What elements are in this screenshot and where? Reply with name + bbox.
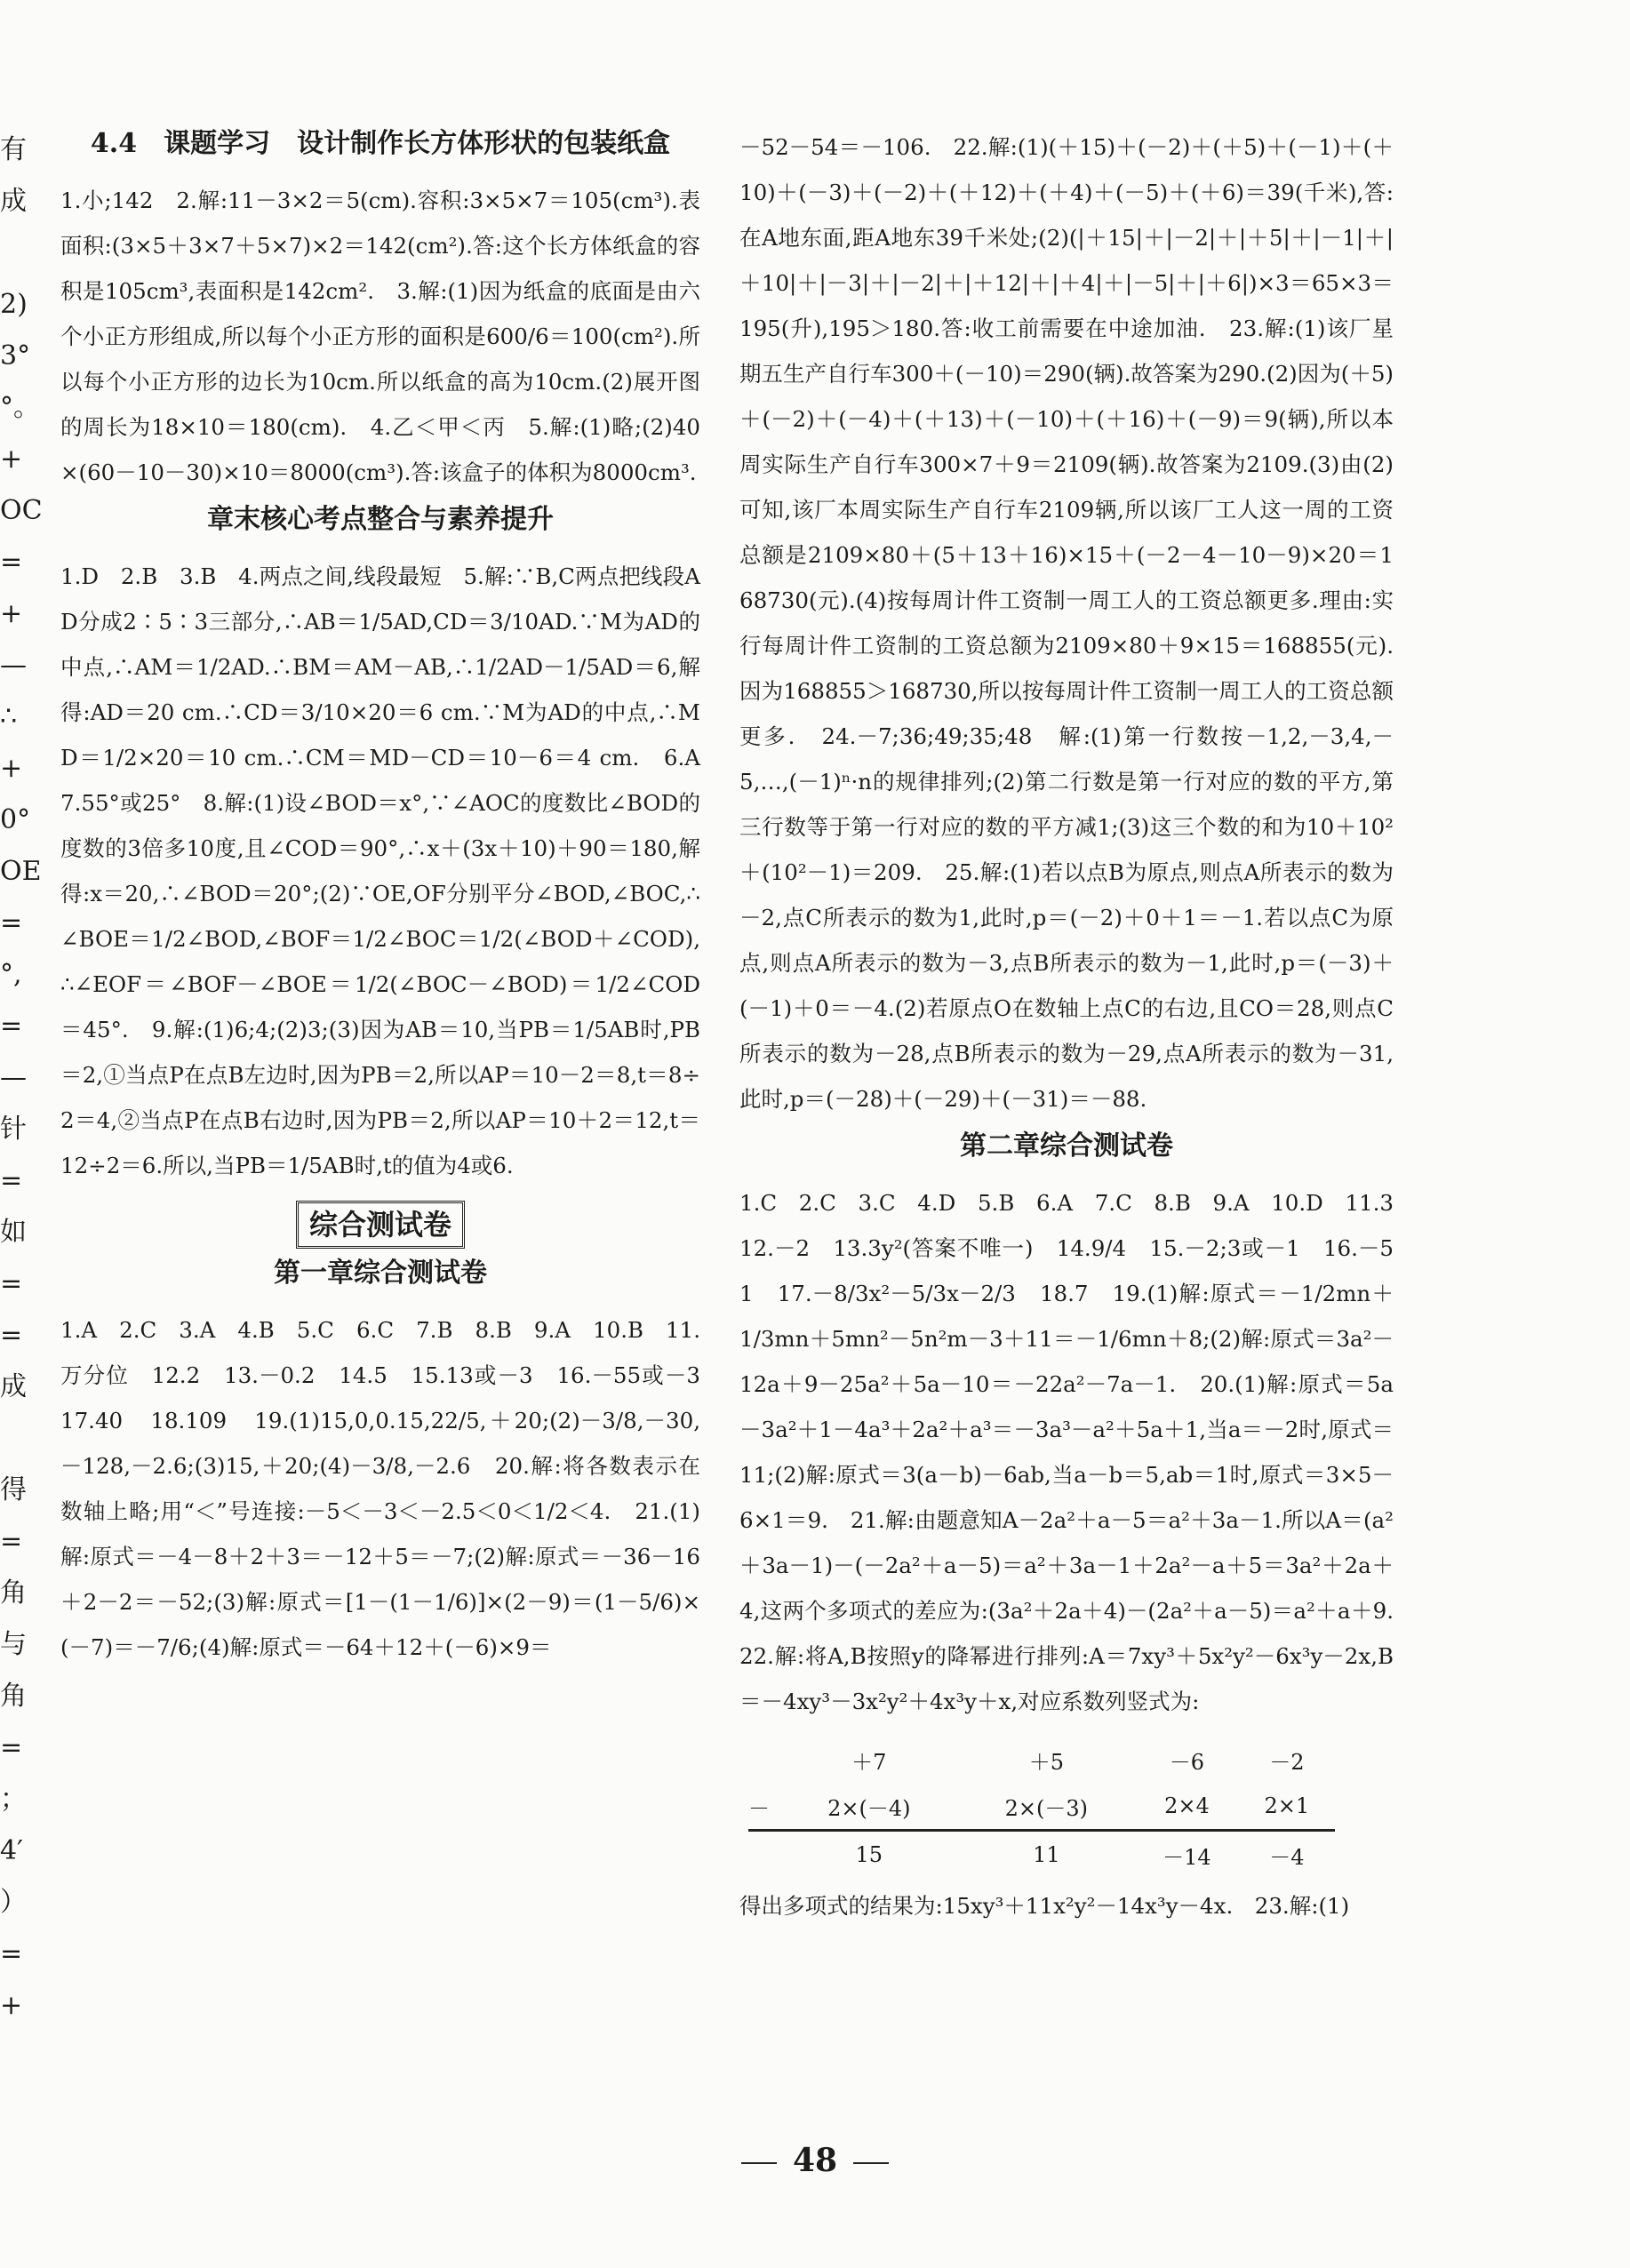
section-title-chapter-2-test: 第二章综合测试卷 bbox=[960, 1130, 1173, 1162]
section-title-4-4: 4.4 课题学习 设计制作长方体形状的包装纸盒 bbox=[90, 128, 671, 159]
page-number-dash-right bbox=[853, 2162, 889, 2164]
chapter-2-test-answers: 1.C 2.C 3.C 4.D 5.B 6.A 7.C 8.B 9.A 10.D 11.3 12.－2 13.3y²(答案不唯一) 14.9/4 15.－2;3或－1 16.－51 17.－8/3x²－5/3x－2/3 18.7 19.(1)解:原式＝－1/2mn＋1/3mn＋5mn²－5n²m－3＋11＝－1/6mn＋8;(2)解:原式＝3a²－12a＋9－25a²＋5a－10＝－22a²－7a－1. 20.(1)解:原式＝5a－3a²＋1－4a³＋2a²＋a³＝－3a³－a²＋5a＋1,当a＝－2时,原式＝11;(2)解:原式＝3(a－b)－6ab,当a－b＝5,ab＝1时,原式＝3×5－6×1＝9. 21.解:由题意知A－2a²＋a－5＝a²＋3a－1.所以A＝(a²＋3a－1)－(－2a²＋a－5)＝a²＋3a－1＋2a²－a＋5＝3a²＋2a＋4,这两个多项式的差应为:(3a²＋2a＋4)－(2a²＋a－5)＝a²＋a＋9. 22.解:将A,B按照y的降幂进行排列:A＝7xy³＋5x²y²－6x³y－2x,B＝－4xy³－3x²y²＋4x³y＋x,对应系数列竖式为: bbox=[739, 1190, 1416, 1714]
edge-fragment: °, bbox=[0, 959, 22, 990]
edge-fragment bbox=[0, 228, 30, 279]
edge-fragment: = bbox=[0, 1732, 23, 1763]
edge-fragment: = bbox=[0, 1268, 23, 1299]
edge-fragment: = bbox=[0, 1010, 23, 1042]
edge-fragment: 4′ bbox=[0, 1835, 23, 1866]
edge-fragment: — bbox=[0, 1062, 27, 1093]
section-title-chapter-review: 章末核心考点整合与素养提升 bbox=[207, 504, 554, 535]
edge-fragment: 针 bbox=[0, 1114, 27, 1145]
table-cell: －6 bbox=[1169, 1749, 1205, 1775]
table-cell: －14 bbox=[1135, 1831, 1239, 1879]
edge-fragment: 有 bbox=[0, 134, 27, 165]
edge-fragment: ） bbox=[0, 1887, 27, 1918]
table-cell: －2 bbox=[1269, 1749, 1305, 1775]
coefficient-vertical-table bbox=[748, 1737, 1335, 1878]
table-cell: 2×(－3) bbox=[1004, 1795, 1089, 1821]
edge-fragment: = bbox=[0, 1938, 23, 1969]
table-cell: －4 bbox=[1239, 1831, 1335, 1879]
table-cell: 15 bbox=[780, 1831, 958, 1879]
table-cell: 11 bbox=[958, 1831, 1136, 1879]
edge-fragment: 与 bbox=[0, 1629, 27, 1660]
edge-fragment: = bbox=[0, 1526, 23, 1557]
right-column bbox=[739, 124, 1416, 1929]
edge-fragment: 3° bbox=[0, 340, 31, 371]
edge-fragment: 得 bbox=[0, 1474, 27, 1505]
edge-fragment: 2) bbox=[0, 289, 28, 320]
page-number-dash-left bbox=[741, 2162, 777, 2164]
edge-fragment: ； bbox=[0, 1784, 27, 1815]
table-row bbox=[748, 1831, 1335, 1879]
edge-fragment: OE bbox=[0, 856, 42, 887]
chapter-1-test-answers: 1.A 2.C 3.A 4.B 5.C 6.C 7.B 8.B 9.A 10.B 11.万分位 12.2 13.－0.2 14.5 15.13或－3 16.－55或－3 17.40 18.109 19.(1)15,0,0.15,22/5,＋20;(2)－3/8,－30,－128,－2.6;(3)15,＋20;(4)－3/8,－2.6 20.解:将各数表示在数轴上略;用“＜”号连接:－5＜－3＜－2.5＜0＜1/2＜4. 21.(1)解:原式＝－4－8＋2＋3＝－12＋5＝－7;(2)解:原式＝－36－16＋2－2＝－52;(3)解:原式＝[1－(1－1/6)]×(2－9)＝(1－5/6)×(－7)＝－7/6;(4)解:原式＝－64＋12＋(－6)×9＝ bbox=[60, 1317, 723, 1660]
edge-fragment: 成 bbox=[0, 1371, 27, 1402]
chapter-2-test-answers-final: 得出多项式的结果为:15xy³＋11x²y²－14x³y－4x. 23.解:(1) bbox=[739, 1893, 1350, 1919]
page-number-value: 48 bbox=[792, 2142, 838, 2179]
page-number bbox=[0, 2142, 1630, 2179]
table-cell: 2×4 bbox=[1164, 1793, 1210, 1818]
table-cell: 2×(－4) bbox=[827, 1795, 911, 1821]
table-row bbox=[748, 1737, 1335, 1783]
table-cell: ＋7 bbox=[851, 1749, 887, 1775]
edge-fragment: OC bbox=[0, 495, 43, 526]
left-edge-fragments bbox=[0, 124, 43, 2032]
edge-fragment: 成 bbox=[0, 186, 27, 217]
left-column bbox=[60, 124, 723, 1670]
edge-fragment: = bbox=[0, 1165, 23, 1196]
edge-fragment: = bbox=[0, 907, 23, 938]
chapter-review-answers: 1.D 2.B 3.B 4.两点之间,线段最短 5.解:∵B,C两点把线段AD分成2∶5∶3三部分,∴AB＝1/5AD,CD＝3/10AD.∵M为AD的中点,∴AM＝1/2AD.∴BM＝AM－AB,∴1/2AD－1/5AD＝6,解得:AD＝20 cm.∴CD＝3/10×20＝6 cm.∵M为AD的中点,∴MD＝1/2×20＝10 cm.∴CM＝MD－CD＝10－6＝4 cm. 6.A 7.55°或25° 8.解:(1)设∠BOD＝x°,∵∠AOC的度数比∠BOD的度数的3倍多10度,且∠COD＝90°,∴x＋(3x＋10)＋90＝180,解得:x＝20,∴∠BOD＝20°;(2)∵OE,OF分别平分∠BOD,∠BOC,∴∠BOE＝1/2∠BOD,∠BOF＝1/2∠BOC＝1/2(∠BOD＋∠COD),∴∠EOF＝∠BOF－∠BOE＝1/2(∠BOC－∠BOD)＝1/2∠COD＝45°. 9.解:(1)6;4;(2)3;(3)因为AB＝10,当PB＝1/5AB时,PB＝2,①当点P在点B左边时,因为PB＝2,所以AP＝10－2＝8,t＝8÷2＝4,②当点P在点B右边时,因为PB＝2,所以AP＝10＋2＝12,t＝12÷2＝6.所以,当PB＝1/5AB时,t的值为4或6. bbox=[60, 563, 723, 1178]
edge-fragment: = bbox=[0, 1320, 23, 1351]
edge-fragment: = bbox=[0, 547, 23, 578]
table-cell: 2×1 bbox=[1264, 1793, 1310, 1818]
boxed-heading-wrapper bbox=[60, 1201, 700, 1249]
table-row bbox=[748, 1783, 1335, 1831]
edge-fragment: + bbox=[0, 753, 23, 784]
minus-sign: － bbox=[748, 1795, 770, 1821]
edge-fragment: 角 bbox=[0, 1681, 27, 1712]
chapter-1-test-answers-continued: －52－54＝－106. 22.解:(1)(＋15)＋(－2)＋(＋5)＋(－1)＋(＋10)＋(－3)＋(－2)＋(＋12)＋(＋4)＋(－5)＋(＋6)＝39(千米),答:在A地东面,距A地东39千米处;(2)(|＋15|＋|－2|＋|＋5|＋|－1|＋|＋10|＋|－3|＋|－2|＋|＋12|＋|＋4|＋|－5|＋|＋6|)×3＝65×3＝195(升),195＞180.答:收工前需要在中途加油. 23.解:(1)该厂星期五生产自行车300＋(－10)＝290(辆).故答案为290.(2)因为(＋5)＋(－2)＋(－4)＋(＋13)＋(－10)＋(＋16)＋(－9)＝9(辆),所以本周实际生产自行车300×7＋9＝2109(辆).故答案为2109.(3)由(2)可知,该厂本周实际生产自行车2109辆,所以该厂工人这一周的工资总额是2109×80＋(5＋13＋16)×15＋(－2－4－10－9)×20＝168730(元).(4)按每周计件工资制一周工人的工资总额更多.理由:实行每周计件工资制的工资总额为2109×80＋9×15＝168855(元).因为168855＞168730,所以按每周计件工资制一周工人的工资总额更多. 24.－7;36;49;35;48 解:(1)第一行数按－1,2,－3,4,－5,…,(－1)ⁿ·n的规律排列;(2)第二行数是第一行对应的数的平方,第三行数等于第一行对应的数的平方减1;(3)这三个数的和为10＋10²＋(10²－1)＝209. 25.解:(1)若以点B为原点,则点A所表示的数为－2,点C所表示的数为1,此时,p＝(－2)＋0＋1＝－1.若以点C为原点,则点A所表示的数为－3,点B所表示的数为－1,此时,p＝(－3)＋(－1)＋0＝－4.(2)若原点O在数轴上点C的右边,且CO＝28,则点C所表示的数为－28,点B所表示的数为－29,点A所表示的数为－31,此时,p＝(－28)＋(－29)＋(－31)＝－88. bbox=[739, 134, 1394, 1112]
section-title-chapter-1-test: 第一章综合测试卷 bbox=[274, 1258, 487, 1289]
edge-fragment: + bbox=[0, 598, 23, 629]
edge-fragment bbox=[0, 1413, 30, 1465]
edge-fragment: °。 bbox=[0, 392, 40, 423]
edge-fragment: + bbox=[0, 1990, 23, 2021]
comprehensive-test-heading: 综合测试卷 bbox=[296, 1201, 465, 1249]
edge-fragment: 角 bbox=[0, 1577, 27, 1609]
edge-fragment: — bbox=[0, 650, 27, 681]
edge-fragment: + bbox=[0, 443, 23, 475]
table-cell: ＋5 bbox=[1028, 1749, 1064, 1775]
edge-fragment: 如 bbox=[0, 1217, 27, 1248]
edge-fragment: 0° bbox=[0, 804, 31, 835]
edge-fragment: ∴ bbox=[0, 701, 18, 732]
section-4-4-answers: 1.小;142 2.解:11－3×2＝5(cm).容积:3×5×7＝105(cm³).表面积:(3×5＋3×7＋5×7)×2＝142(cm²).答:这个长方体纸盒的容积是105cm³,表面积是142cm². 3.解:(1)因为纸盒的底面是由六个小正方形组成,所以每个小正方形的面积是600/6＝100(cm²).所以每个小正方形的边长为10cm.所以纸盒的高为10cm.(2)展开图的周长为18×10＝180(cm). 4.乙＜甲＜丙 5.解:(1)略;(2)40×(60－10－30)×10＝8000(cm³).答:该盒子的体积为8000cm³. bbox=[60, 188, 700, 485]
